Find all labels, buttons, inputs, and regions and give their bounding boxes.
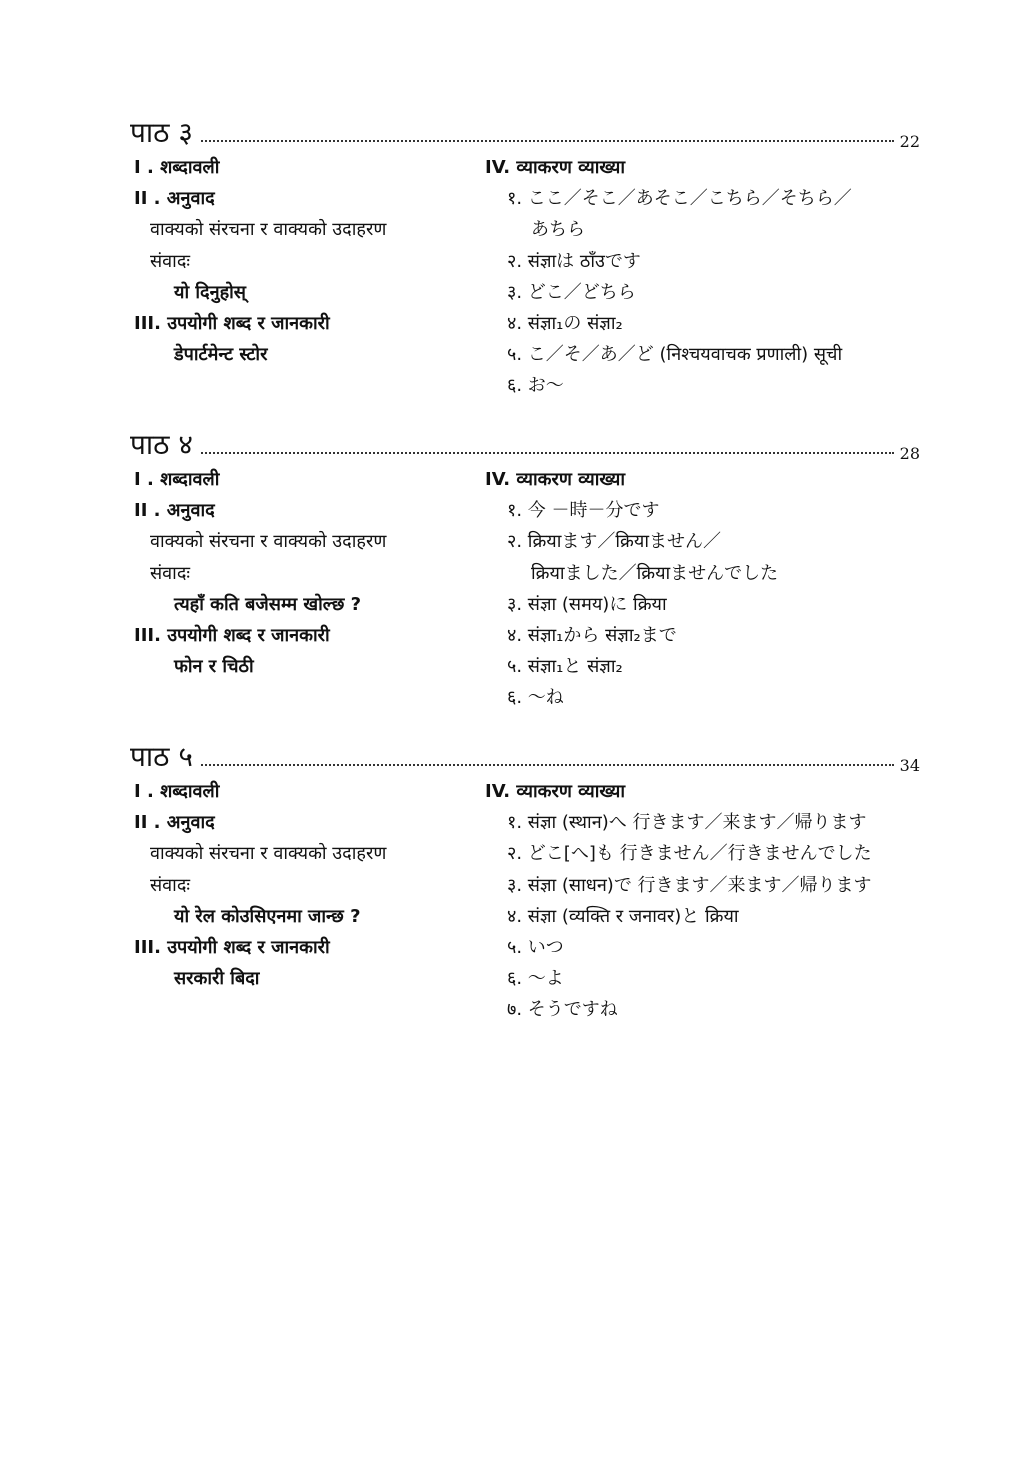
- toc-entry: ३. संज्ञा (साधन)で 行きます／来ます／帰ります: [507, 874, 872, 896]
- toc-entry: ६. お～: [507, 375, 564, 397]
- toc-entry: फोन र चिठी: [174, 656, 254, 678]
- toc-entry: IV. व्याकरण व्याख्या: [485, 781, 626, 802]
- toc-entry: II . अनुवाद: [134, 812, 215, 834]
- page-number: 22: [896, 132, 920, 151]
- toc-entry: ६. ～よ: [507, 968, 564, 990]
- lesson-title: पाठ ५: [130, 740, 199, 774]
- toc-entry: २. संज्ञाは ठाँउです: [507, 250, 641, 272]
- toc-entry: यो दिनुहोस्: [174, 281, 246, 303]
- contents-column-left: [134, 152, 484, 370]
- contents-column-left: [134, 464, 484, 682]
- contents-column-right: [485, 152, 925, 402]
- toc-entry: ६. ～ね: [507, 687, 564, 709]
- contents-column-left: [134, 776, 484, 994]
- page-number: 34: [896, 756, 920, 775]
- toc-entry: १. 今 －時－分です: [507, 500, 660, 522]
- contents-column-right: [485, 776, 925, 1026]
- lesson-title: पाठ ३: [130, 116, 199, 150]
- toc-entry: II . अनुवाद: [134, 188, 215, 210]
- toc-entry: あちら: [531, 219, 585, 241]
- toc-entry: I . शब्दावली: [134, 469, 220, 490]
- toc-entry: III. उपयोगी शब्द र जानकारी: [134, 936, 330, 958]
- toc-entry: संवादः: [150, 874, 191, 896]
- toc-entry: ५. संज्ञा₁と संज्ञा₂: [507, 656, 623, 678]
- toc-entry: ३. どこ／どちら: [507, 281, 636, 303]
- toc-entry: ७. そうですね: [507, 999, 618, 1021]
- lesson-section: [130, 112, 920, 397]
- toc-entry: २. どこ[へ]も 行きません／行きませんでした: [507, 843, 872, 865]
- toc-entry: क्रियाました／क्रियाませんでした: [531, 562, 779, 584]
- lesson-header: [130, 424, 920, 464]
- toc-entry: ४. संज्ञा₁から संज्ञा₂まで: [507, 624, 677, 646]
- toc-entry: I . शब्दावली: [134, 157, 220, 178]
- lesson-title: पाठ ४: [130, 428, 199, 462]
- toc-entry: १. ここ／そこ／あそこ／こちら／そちら／: [507, 188, 852, 210]
- lesson-header: [130, 736, 920, 776]
- lesson-section: [130, 424, 920, 709]
- toc-entry: I . शब्दावली: [134, 781, 220, 802]
- contents-column-right: [485, 464, 925, 714]
- toc-entry: ४. संज्ञा₁の संज्ञा₂: [507, 312, 623, 334]
- toc-entry: IV. व्याकरण व्याख्या: [485, 157, 626, 178]
- toc-entry: २. क्रियाます／क्रियाません／: [507, 531, 721, 553]
- toc-entry: ५. いつ: [507, 936, 564, 958]
- toc-entry: III. उपयोगी शब्द र जानकारी: [134, 312, 330, 334]
- toc-entry: संवादः: [150, 250, 191, 272]
- dot-leader: [130, 140, 894, 142]
- lesson-section: [130, 736, 920, 1021]
- toc-entry: वाक्यको संरचना र वाक्यको उदाहरण: [150, 531, 387, 553]
- page-number: 28: [896, 444, 920, 463]
- toc-entry: IV. व्याकरण व्याख्या: [485, 469, 626, 490]
- toc-entry: ४. संज्ञा (व्यक्ति र जनावर)と क्रिया: [507, 905, 739, 927]
- dot-leader: [130, 764, 894, 766]
- toc-entry: डेपार्टमेन्ट स्टोर: [174, 344, 268, 366]
- lesson-header: [130, 112, 920, 152]
- toc-entry: ३. संज्ञा (समय)に क्रिया: [507, 593, 667, 615]
- toc-entry: III. उपयोगी शब्द र जानकारी: [134, 624, 330, 646]
- toc-entry: संवादः: [150, 562, 191, 584]
- toc-entry: १. संज्ञा (स्थान)へ 行きます／来ます／帰ります: [507, 812, 867, 834]
- toc-entry: त्यहाँ कति बजेसम्म खोल्छ ?: [174, 593, 362, 615]
- toc-entry: सरकारी बिदा: [174, 968, 260, 990]
- toc-entry: वाक्यको संरचना र वाक्यको उदाहरण: [150, 843, 387, 865]
- toc-entry: II . अनुवाद: [134, 500, 215, 522]
- dot-leader: [130, 452, 894, 454]
- toc-entry: वाक्यको संरचना र वाक्यको उदाहरण: [150, 219, 387, 241]
- toc-entry: यो रेल कोउसिएनमा जान्छ ?: [174, 905, 361, 927]
- toc-entry: ५. こ／そ／あ／ど (निश्चयवाचक प्रणाली) सूची: [507, 344, 843, 366]
